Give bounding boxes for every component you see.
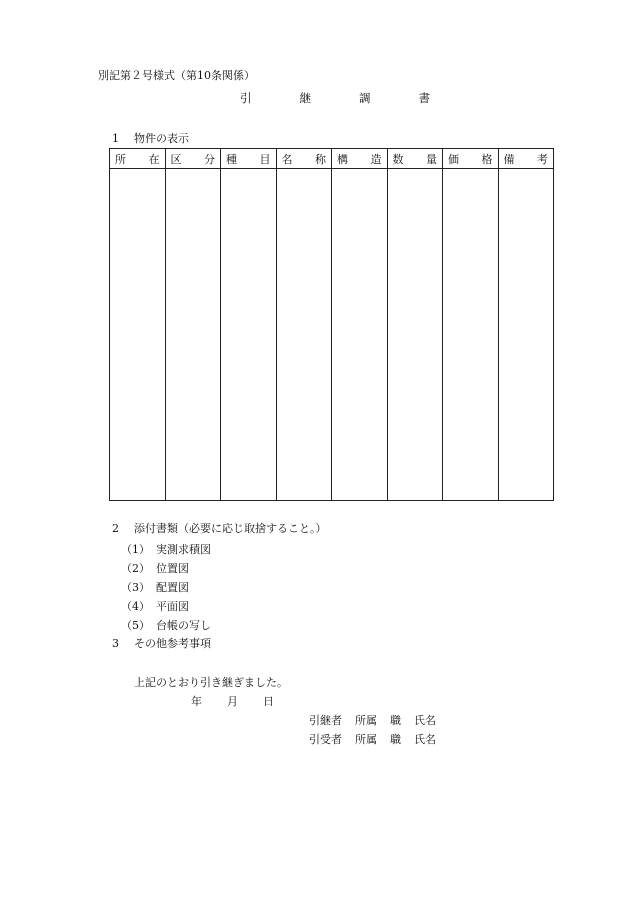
section-number: 2 bbox=[112, 522, 119, 535]
form-label: 別記第２号様式（第10条関係） bbox=[98, 69, 255, 82]
date-unit-day: 日 bbox=[263, 695, 274, 708]
signature-position: 職 bbox=[390, 733, 401, 746]
header-char: 備 bbox=[503, 152, 515, 166]
cell-structure[interactable] bbox=[332, 169, 388, 501]
header-structure bbox=[332, 149, 388, 169]
header-char: 在 bbox=[148, 152, 160, 166]
cell-quantity[interactable] bbox=[387, 169, 443, 501]
signature-line-transferor[interactable] bbox=[309, 712, 436, 728]
signature-role: 引継者 bbox=[309, 714, 342, 727]
title-char: 引 bbox=[240, 91, 252, 105]
signature-position: 職 bbox=[390, 714, 401, 727]
header-char: 構 bbox=[337, 152, 348, 166]
signature-line-transferee[interactable] bbox=[309, 731, 436, 747]
section-3-heading bbox=[112, 635, 211, 651]
header-char: 考 bbox=[537, 152, 548, 166]
header-char: 目 bbox=[259, 152, 271, 166]
cell-name[interactable] bbox=[276, 169, 332, 501]
table-header-row bbox=[110, 149, 554, 169]
header-char: 数 bbox=[392, 152, 404, 166]
section-number: 1 bbox=[112, 132, 119, 145]
header-char: 価 bbox=[448, 152, 459, 166]
closing-statement: 上記のとおり引き継ぎました。 bbox=[134, 676, 288, 689]
attachment-number: （4） bbox=[121, 600, 150, 613]
header-type bbox=[221, 149, 277, 169]
attachment-item bbox=[121, 579, 189, 595]
header-char: 称 bbox=[315, 152, 326, 166]
attachment-number: （2） bbox=[121, 562, 150, 575]
header-char: 区 bbox=[170, 152, 182, 166]
signature-role: 引受者 bbox=[309, 733, 342, 746]
date-unit-month: 月 bbox=[227, 695, 238, 708]
header-price bbox=[443, 149, 499, 169]
header-char: 量 bbox=[426, 152, 437, 166]
attachment-label: 台帳の写し bbox=[156, 619, 211, 632]
attachment-number: （1） bbox=[121, 543, 150, 556]
attachment-number: （3） bbox=[121, 581, 150, 594]
header-char: 種 bbox=[226, 152, 237, 166]
attachment-label: 実測求積図 bbox=[156, 543, 211, 556]
title-char: 調 bbox=[359, 91, 371, 105]
attachment-item bbox=[121, 541, 211, 557]
attachment-number: （5） bbox=[121, 619, 150, 632]
document-title bbox=[240, 90, 430, 106]
attachment-item bbox=[121, 598, 189, 614]
header-remarks bbox=[498, 149, 554, 169]
section-1-heading bbox=[112, 130, 189, 146]
attachment-item bbox=[121, 560, 189, 576]
header-char: 所 bbox=[115, 152, 126, 166]
title-char: 継 bbox=[299, 91, 311, 105]
section-label: 物件の表示 bbox=[134, 132, 189, 145]
title-char: 書 bbox=[418, 91, 430, 105]
attachment-item bbox=[121, 617, 211, 633]
section-label: 添付書類（必要に応じ取捨すること。） bbox=[134, 522, 327, 535]
header-char: 造 bbox=[370, 152, 382, 166]
cell-type[interactable] bbox=[221, 169, 277, 501]
property-table bbox=[109, 148, 554, 501]
date-line[interactable] bbox=[191, 693, 299, 709]
attachment-label: 位置図 bbox=[156, 562, 189, 575]
date-unit-year: 年 bbox=[191, 695, 202, 708]
header-char: 分 bbox=[204, 152, 215, 166]
section-2-heading bbox=[112, 520, 327, 536]
attachment-label: 配置図 bbox=[156, 581, 189, 594]
header-location bbox=[110, 149, 166, 169]
cell-category[interactable] bbox=[165, 169, 221, 501]
cell-remarks[interactable] bbox=[498, 169, 554, 501]
section-label: その他参考事項 bbox=[134, 637, 211, 650]
header-char: 名 bbox=[281, 152, 293, 166]
signature-affiliation: 所属 bbox=[355, 714, 377, 727]
cell-location[interactable] bbox=[110, 169, 166, 501]
header-name bbox=[276, 149, 332, 169]
attachment-label: 平面図 bbox=[156, 600, 189, 613]
signature-affiliation: 所属 bbox=[355, 733, 377, 746]
signature-name: 氏名 bbox=[414, 733, 436, 746]
signature-name: 氏名 bbox=[414, 714, 436, 727]
header-char: 格 bbox=[481, 152, 493, 166]
cell-price[interactable] bbox=[443, 169, 499, 501]
header-quantity bbox=[387, 149, 443, 169]
table-body-row bbox=[110, 169, 554, 501]
section-number: 3 bbox=[112, 637, 119, 650]
header-category bbox=[165, 149, 221, 169]
